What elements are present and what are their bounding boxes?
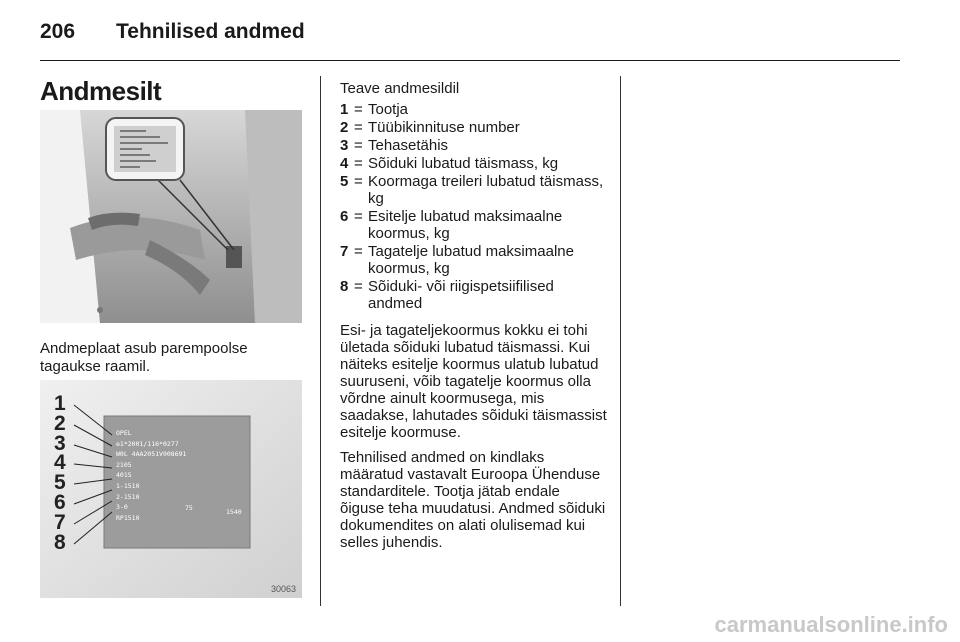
plate-side-value: 1540: [226, 508, 242, 516]
door-frame-illustration: [40, 110, 302, 323]
plate-line: 4015: [116, 471, 132, 480]
legend-number: 7: [340, 243, 349, 260]
legend-list: [340, 101, 608, 312]
callout-8: 8: [54, 530, 66, 554]
callout-1: 1: [54, 392, 66, 415]
plate-line: OPEL: [116, 429, 132, 437]
plate-line: 2-1510: [116, 492, 140, 501]
legend-number: 3: [340, 137, 349, 154]
legend-equals: =: [354, 101, 363, 118]
callout-4: 4: [54, 451, 66, 475]
legend-equals: =: [354, 208, 363, 225]
callout-6: 6: [54, 490, 66, 514]
plate-line: W0L 4AA2051V008691: [116, 450, 187, 459]
figure-caption: Andmeplaat asub parempoolse tagaukse raamil.: [40, 340, 248, 375]
header-rule: [40, 60, 900, 61]
legend-equals: =: [354, 243, 363, 260]
callout-numbers: [54, 394, 66, 552]
callout-3: 3: [54, 431, 66, 455]
legend-text: Sõiduki- või riigispetsiifilised andmed: [368, 278, 554, 312]
callout-5: 5: [54, 471, 66, 495]
legend-text: Esitelje lubatud maksimaalne koormus, kg: [368, 208, 563, 242]
legend-text: Koormaga treileri lubatud täismass, kg: [368, 173, 604, 207]
content-column: [340, 80, 608, 559]
legend-equals: =: [354, 137, 363, 154]
callout-7: 7: [54, 510, 66, 534]
legend-equals: =: [354, 155, 363, 172]
legend-item: [340, 173, 608, 207]
legend-item: [340, 208, 608, 242]
page-title: Tehnilised andmed: [116, 20, 305, 43]
legend-text: Tehasetähis: [368, 137, 449, 154]
legend-text: Sõiduki lubatud täismass, kg: [368, 155, 559, 172]
legend-text: Tagatelje lubatud maksimaalne koormus, kg: [368, 243, 574, 277]
legend-number: 4: [340, 155, 349, 172]
legend-equals: =: [354, 173, 363, 190]
figure-id: 30063: [270, 584, 296, 594]
legend-item: [340, 243, 608, 277]
legend-text: Tüübikinnituse number: [368, 119, 520, 136]
page-number: 206: [40, 20, 76, 43]
legend-item: [340, 137, 608, 154]
legend-number: 2: [340, 119, 349, 136]
legend-item: [340, 101, 608, 118]
section-title: Andmesilt: [40, 76, 162, 106]
legend-title: Teave andmesildil: [340, 80, 460, 97]
plate-line: 2105: [116, 460, 132, 469]
legend-equals: =: [354, 278, 363, 295]
plate-line: RP1510: [116, 513, 140, 522]
legend-number: 1: [340, 101, 349, 118]
plate-line: 3-0: [116, 503, 128, 512]
page-header: [40, 16, 900, 60]
legend-equals: =: [354, 119, 363, 136]
column-divider-1: [320, 76, 321, 606]
legend-item: [340, 119, 608, 136]
plate-side-value: 75: [185, 504, 193, 512]
legend-item: [340, 278, 608, 312]
plate-line: e1*2001/116*0277: [116, 439, 179, 448]
plate-text: [116, 428, 186, 523]
callout-2: 2: [54, 411, 66, 435]
body-paragraph-2: Tehnilised andmed on kindlaks määratud vastavalt Euroopa Ühenduse standarditele. Tootja jätab endale õiguse teha muudatusi. Andmed sõiduki dokumendites on alati olulisemad kui selles juhendis.: [340, 449, 606, 551]
body-paragraph-1: Esi- ja tagateljekoormus kokku ei tohi ületada sõiduki lubatud täismassi. Kui näiteks esitelje koormus ulatub lubatud suuruseni, võib tagatelje koormus olla võrdne ainult koormusega, mis saadakse, lahutades sõiduki täismassist esitelje koormuse.: [340, 322, 607, 441]
door-frame-photo: [40, 110, 302, 323]
watermark-text: carmanualsonline.info: [714, 612, 948, 637]
legend-number: 6: [340, 208, 349, 225]
legend-number: 8: [340, 278, 349, 295]
data-plate-photo: [40, 380, 302, 598]
legend-text: Tootja: [368, 101, 409, 118]
legend-number: 5: [340, 173, 349, 190]
column-divider-2: [620, 76, 621, 606]
legend-item: [340, 155, 608, 172]
plate-line: 1-1510: [116, 481, 140, 490]
